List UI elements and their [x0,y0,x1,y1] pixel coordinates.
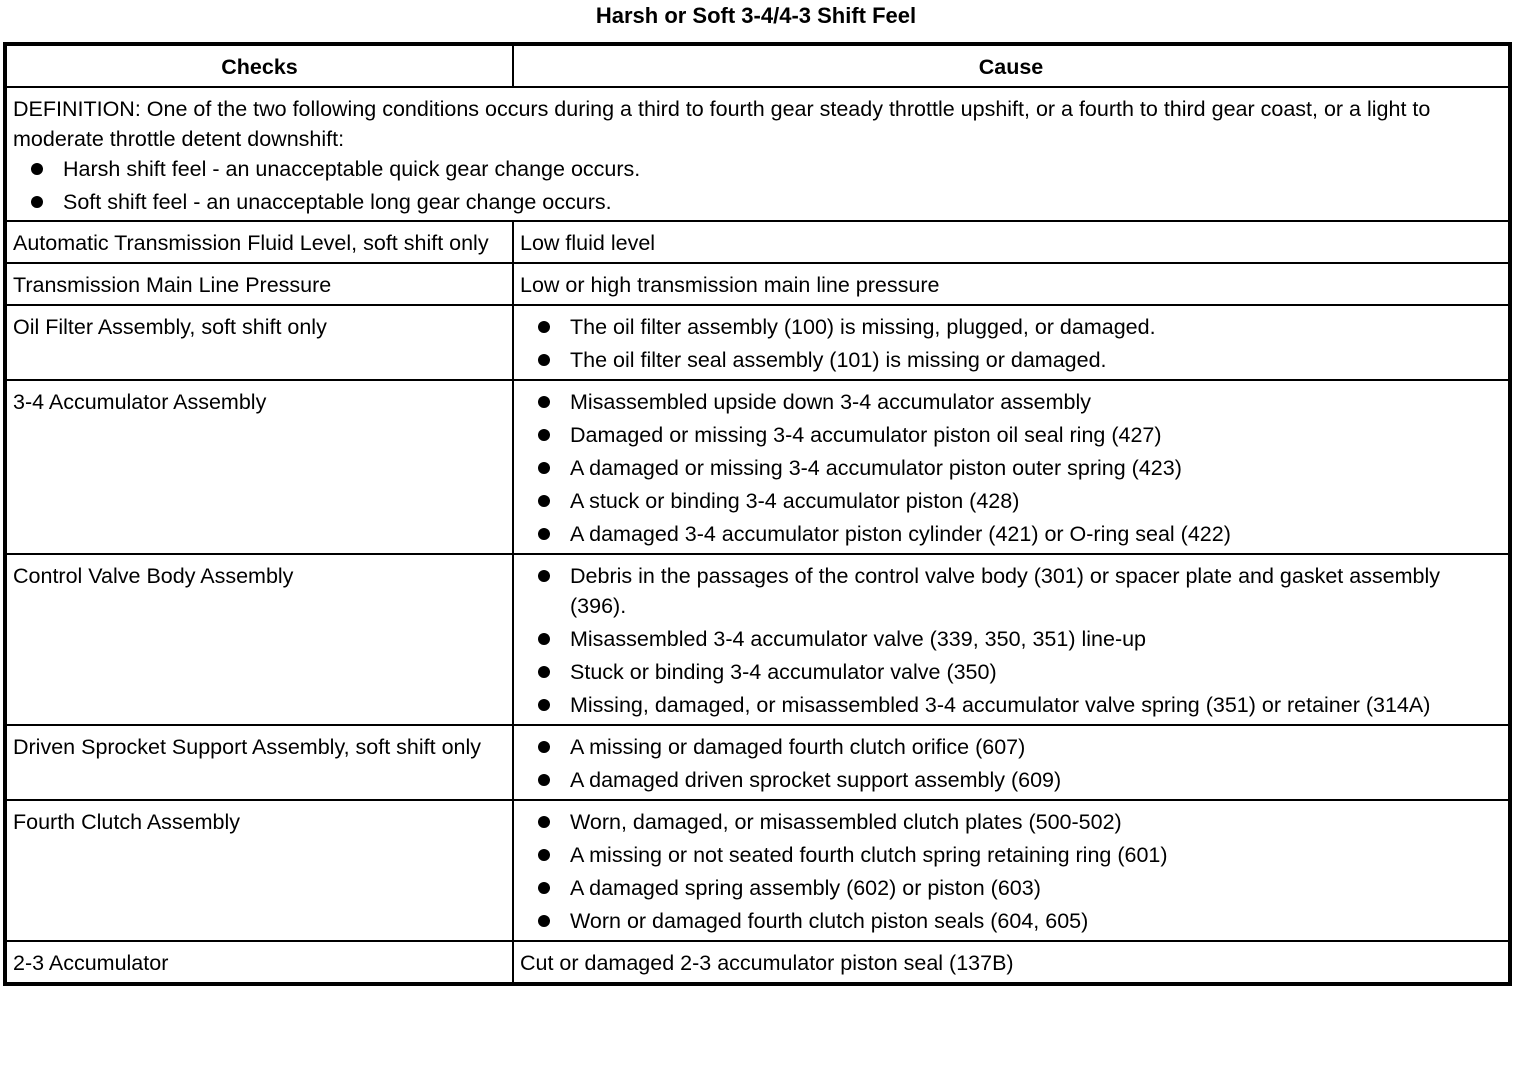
cause-bullet-text: Worn or damaged fourth clutch piston seals (604, 605) [570,909,1089,933]
definition-bullet-item [13,154,1502,184]
cause-cell [513,221,1509,263]
cause-bullet-text: A damaged driven sprocket support assembly (609) [570,768,1062,792]
cause-bullet-list [520,732,1502,795]
check-cell: Control Valve Body Assembly [6,554,513,725]
cause-bullet-item [520,807,1502,837]
table-row [6,725,1509,800]
cause-bullet-text: Stuck or binding 3-4 accumulator valve (350) [570,660,997,684]
cause-text: Low fluid level [520,231,656,255]
bullet-icon [538,666,550,678]
definition-cell [6,87,1509,221]
cause-bullet-text: Misassembled 3-4 accumulator valve (339, 350, 351) line-up [570,627,1147,651]
check-cell: Oil Filter Assembly, soft shift only [6,305,513,380]
cause-column-header: Cause [513,45,1509,87]
check-cell: Driven Sprocket Support Assembly, soft shift only [6,725,513,800]
bullet-icon [538,495,550,507]
definition-bullet-text: Harsh shift feel - an unacceptable quick gear change occurs. [63,157,641,181]
cause-bullet-item [520,420,1502,450]
cause-cell [513,380,1509,554]
bullet-icon [538,915,550,927]
table-row [6,554,1509,725]
cause-bullet-text: Missing, damaged, or misassembled 3-4 accumulator valve spring (351) or retainer (314A) [570,693,1431,717]
cause-bullet-item [520,519,1502,549]
definition-bullet-text: Soft shift feel - an unacceptable long gear change occurs. [63,190,612,214]
bullet-icon [538,396,550,408]
cause-bullet-text: A damaged or missing 3-4 accumulator piston outer spring (423) [570,456,1182,480]
cause-bullet-text: A stuck or binding 3-4 accumulator piston (428) [570,489,1020,513]
cause-bullet-text: The oil filter seal assembly (101) is missing or damaged. [570,348,1107,372]
cause-bullet-item [520,312,1502,342]
check-cell: Automatic Transmission Fluid Level, soft shift only [6,221,513,263]
cause-bullet-item [520,840,1502,870]
cause-bullet-text: A damaged spring assembly (602) or piston (603) [570,876,1041,900]
bullet-icon [538,528,550,540]
bullet-icon [538,462,550,474]
definition-bullet-list [13,154,1502,217]
cause-bullet-text: A missing or not seated fourth clutch spring retaining ring (601) [570,843,1168,867]
table-row [6,221,1509,263]
cause-bullet-item [520,561,1502,621]
table-row [6,941,1509,983]
bullet-icon [31,163,43,175]
cause-bullet-item [520,657,1502,687]
table-row [6,800,1509,941]
cause-bullet-text: Worn, damaged, or misassembled clutch plates (500-502) [570,810,1122,834]
cause-bullet-item [520,486,1502,516]
cause-cell [513,305,1509,380]
cause-cell [513,263,1509,305]
definition-row [6,87,1509,221]
cause-bullet-item [520,453,1502,483]
cause-cell [513,554,1509,725]
cause-bullet-text: The oil filter assembly (100) is missing, plugged, or damaged. [570,315,1156,339]
diagnostic-table [5,44,1510,984]
checks-column-header: Checks [6,45,513,87]
bullet-icon [538,429,550,441]
cause-bullet-text: Misassembled upside down 3-4 accumulator assembly [570,390,1092,414]
cause-bullet-item [520,873,1502,903]
bullet-icon [538,321,550,333]
cause-bullet-item [520,906,1502,936]
cause-cell [513,800,1509,941]
cause-bullet-list [520,312,1502,375]
bullet-icon [538,354,550,366]
check-cell: 3-4 Accumulator Assembly [6,380,513,554]
cause-bullet-item [520,690,1502,720]
cause-text: Low or high transmission main line pressure [520,273,940,297]
cause-bullet-text: Damaged or missing 3-4 accumulator piston oil seal ring (427) [570,423,1162,447]
definition-bullet-item [13,187,1502,217]
definition-text: DEFINITION: One of the two following conditions occurs during a third to fourth gear steady throttle upshift, or a fourth to third gear coast, or a light to moderate throttle detent downshift: [13,97,1431,151]
bullet-icon [538,633,550,645]
cause-bullet-list [520,387,1502,549]
cause-cell [513,725,1509,800]
cause-bullet-item [520,624,1502,654]
cause-bullet-item [520,732,1502,762]
bullet-icon [538,849,550,861]
bullet-icon [31,196,43,208]
cause-bullet-text: A damaged 3-4 accumulator piston cylinder (421) or O-ring seal (422) [570,522,1231,546]
cause-bullet-list [520,807,1502,936]
bullet-icon [538,816,550,828]
bullet-icon [538,699,550,711]
cause-text: Cut or damaged 2-3 accumulator piston seal (137B) [520,951,1014,975]
cause-bullet-list [520,561,1502,720]
table-body [6,87,1509,983]
table-row [6,305,1509,380]
table-row [6,263,1509,305]
cause-bullet-item [520,765,1502,795]
check-cell: Transmission Main Line Pressure [6,263,513,305]
cause-cell [513,941,1509,983]
bullet-icon [538,774,550,786]
table-row [6,380,1509,554]
bullet-icon [538,741,550,753]
cause-bullet-item [520,387,1502,417]
cause-bullet-item [520,345,1502,375]
bullet-icon [538,882,550,894]
table-header-row [6,45,1509,87]
bullet-icon [538,570,550,582]
check-cell: Fourth Clutch Assembly [6,800,513,941]
page-title: Harsh or Soft 3-4/4-3 Shift Feel [595,3,917,28]
check-cell: 2-3 Accumulator [6,941,513,983]
cause-bullet-text: Debris in the passages of the control valve body (301) or spacer plate and gasket assembly (396). [570,564,1441,618]
cause-bullet-text: A missing or damaged fourth clutch orifice (607) [570,735,1026,759]
